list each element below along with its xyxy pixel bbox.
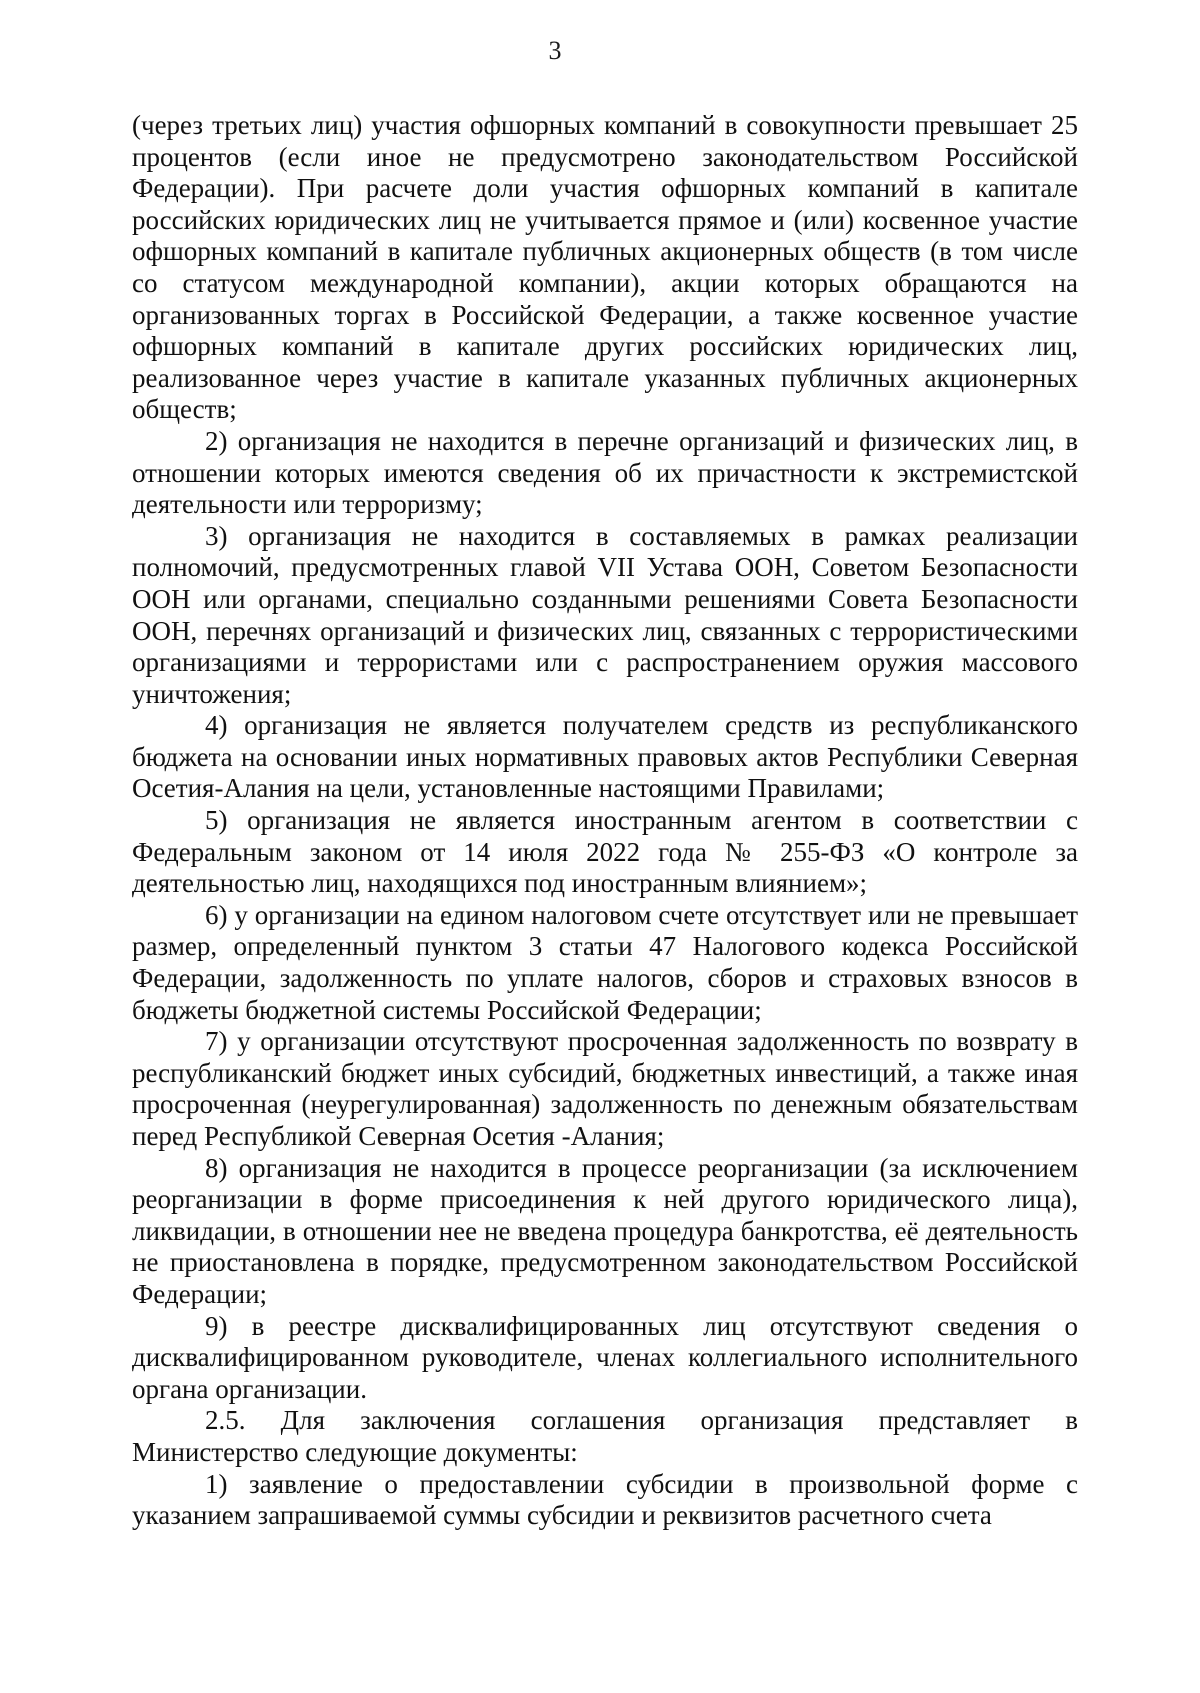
paragraph-document-1: 1) заявление о предоставлении субсидии в произвольной форме с указанием запрашиваемой суммы субсидии и реквизитов расчетного счета	[132, 1468, 1078, 1531]
paragraph-item-8: 8) организация не находится в процессе реорганизации (за исключением реорганизации в форме присоединения к ней другого юридического лица), ликвидации, в отношении нее не введена процедура банкротства, её деятельность не приостановлена в порядке, предусмотренном законодательством Российской Федерации;	[132, 1152, 1078, 1309]
page-number: 3	[548, 36, 562, 65]
paragraph-item-4: 4) организация не является получателем средств из республиканского бюджета на основании иных нормативных правовых актов Республики Северная Осетия-Алания на цели, установленные настоящими Правилами;	[132, 710, 1078, 804]
paragraph-offshore-participation: (через третьих лиц) участия офшорных компаний в совокупности превышает 25 процентов (если иное не предусмотрено законодательством Российской Федерации). При расчете доли участия офшорных компаний в капитале российских юридических лиц не учитывается прямое и (или) косвенное участие офшорных компаний в капитале публичных акционерных обществ (в том числе со статусом международной компании), акции которых обращаются на организованных торгах в Российской Федерации, а также косвенное участие офшорных компаний в капитале других российских юридических лиц, реализованное через участие в капитале указанных публичных акционерных обществ;	[132, 110, 1078, 425]
paragraph-item-7: 7) у организации отсутствуют просроченная задолженность по возврату в республиканский бюджет иных субсидий, бюджетных инвестиций, а также иная просроченная (неурегулированная) задолженность по денежным обязательствам перед Республикой Северная Осетия -Алания;	[132, 1026, 1078, 1151]
paragraph-item-2: 2) организация не находится в перечне организаций и физических лиц, в отношении которых имеются сведения об их причастности к экстремистской деятельности или терроризму;	[132, 425, 1078, 520]
paragraph-item-5: 5) организация не является иностранным агентом в соответствии с Федеральным законом от 14 июля 2022 года № 255-ФЗ «О контроле за деятельностью лиц, находящихся под иностранным влиянием»;	[132, 805, 1078, 899]
paragraph-item-9: 9) в реестре дисквалифицированных лиц отсутствуют сведения о дисквалифицированном руководителе, членах коллегиального исполнительного органа организации.	[132, 1310, 1078, 1404]
paragraph-item-6: 6) у организации на едином налоговом счете отсутствует или не превышает размер, определенный пунктом 3 статьи 47 Налогового кодекса Российской Федерации, задолженность по уплате налогов, сборов и страховых взносов в бюджеты бюджетной системы Российской Федерации;	[132, 899, 1078, 1025]
document-body	[132, 110, 1078, 1532]
paragraph-item-3: 3) организация не находится в составляемых в рамках реализации полномочий, предусмотренных главой VII Устава ООН, Советом Безопасности ООН или органами, специально созданными решениями Совета Безопасности ООН, перечнях организаций и физических лиц, связанных с террористическими организациями и террористами или с распространением оружия массового уничтожения;	[132, 520, 1078, 709]
paragraph-section-2-5: 2.5. Для заключения соглашения организация представляет в Министерство следующие документы:	[132, 1405, 1078, 1467]
